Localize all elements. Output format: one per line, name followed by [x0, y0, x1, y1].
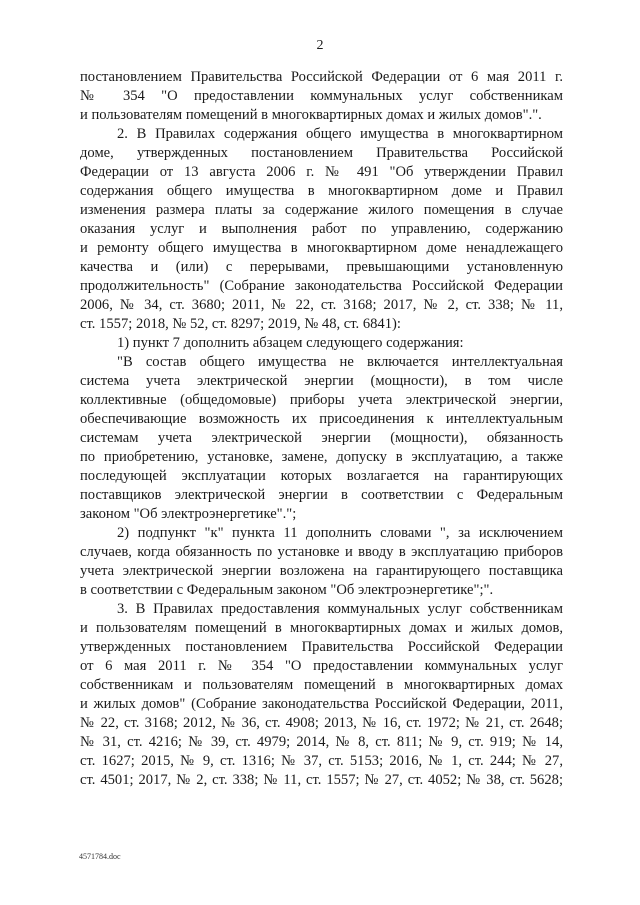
- text-line: № 22, ст. 3168; 2012, № 36, ст. 4908; 2013, № 16, ст. 1972; № 21, ст. 2648;: [80, 715, 563, 731]
- text-line: Федерации от 13 августа 2006 г. № 491 "Об утверждении Правил: [80, 164, 563, 180]
- text-line: изменения размера платы за содержание жилого помещения в случае: [80, 202, 563, 218]
- text-line: по приобретению, установке, замене, допуску в эксплуатацию, а также: [80, 449, 563, 465]
- text-line: система учета электрической энергии (мощности), в том числе: [80, 373, 563, 389]
- text-line: ст. 4501; 2017, № 2, ст. 338; № 11, ст. 1557; № 27, ст. 4052; № 38, ст. 5628;: [80, 772, 563, 788]
- text-line: качества и (или) с перерывами, превышающими установленную: [80, 259, 563, 275]
- text-line: постановлением Правительства Российской Федерации от 6 мая 2011 г.: [80, 69, 563, 85]
- text-line: законом "Об электроэнергетике".";: [80, 506, 297, 522]
- text-line: № 354 "О предоставлении коммунальных услуг собственникам: [80, 88, 563, 104]
- text-line: доме, утвержденных постановлением Правительства Российской: [80, 145, 563, 161]
- text-line: и пользователям помещений в многоквартирных домах и жилых домов,: [80, 620, 563, 636]
- text-line: и жилых домов" (Собрание законодательства Российской Федерации, 2011,: [80, 696, 563, 712]
- document-body: [80, 68, 563, 790]
- text-line: поставщиков электрической энергии в соответствии с Федеральным: [80, 487, 563, 503]
- text-line: от 6 мая 2011 г. № 354 "О предоставлении коммунальных услуг: [80, 658, 563, 674]
- text-line: "В состав общего имущества не включается интеллектуальная: [117, 354, 563, 370]
- text-line: оказания услуг и выполнения работ по управлению, содержанию: [80, 221, 563, 237]
- text-line: утвержденных постановлением Правительства Российской Федерации: [80, 639, 563, 655]
- text-line: № 31, ст. 4216; № 39, ст. 4979; 2014, № 8, ст. 811; № 9, ст. 919; № 14,: [80, 734, 563, 750]
- text-line: ст. 1557; 2018, № 52, ст. 8297; 2019, № 48, ст. 6841):: [80, 316, 401, 332]
- file-name-footer: 4571784.doc: [79, 852, 121, 861]
- text-line: продолжительность" (Собрание законодательства Российской Федерации: [80, 278, 563, 294]
- text-line: и ремонту общего имущества в многоквартирном доме ненадлежащего: [80, 240, 563, 256]
- text-line: 3. В Правилах предоставления коммунальных услуг собственникам: [117, 601, 563, 617]
- text-line: содержания общего имущества в многоквартирном доме и Правил: [80, 183, 563, 199]
- text-line: системам учета электрической энергии (мощности), обязанность: [80, 430, 563, 446]
- text-line: и пользователям помещений в многоквартирных домах и жилых домов".".: [80, 107, 542, 123]
- text-line: в соответствии с Федеральным законом "Об электроэнергетике";".: [80, 582, 494, 598]
- text-line: 2006, № 34, ст. 3680; 2011, № 22, ст. 3168; 2017, № 2, ст. 338; № 11,: [80, 297, 563, 313]
- text-line: ст. 1627; 2015, № 9, ст. 1316; № 37, ст. 5153; 2016, № 1, ст. 244; № 27,: [80, 753, 563, 769]
- text-line: последующей эксплуатации которых возлагается на гарантирующих: [80, 468, 563, 484]
- text-line: учета электрической энергии возложена на гарантирующего поставщика: [80, 563, 563, 579]
- text-line: обеспечивающие возможность их присоединения к интеллектуальным: [80, 411, 563, 427]
- text-line: 2. В Правилах содержания общего имущества в многоквартирном: [117, 126, 563, 142]
- page-number: 2: [316, 38, 324, 53]
- text-line: 1) пункт 7 дополнить абзацем следующего содержания:: [117, 335, 464, 351]
- text-line: случаев, когда обязанность по установке и вводу в эксплуатацию приборов: [80, 544, 563, 560]
- text-line: коллективные (общедомовые) приборы учета электрической энергии,: [80, 392, 563, 408]
- text-line: собственникам и пользователям помещений в многоквартирных домах: [80, 677, 563, 693]
- text-line: 2) подпункт "к" пункта 11 дополнить словами ", за исключением: [117, 525, 563, 541]
